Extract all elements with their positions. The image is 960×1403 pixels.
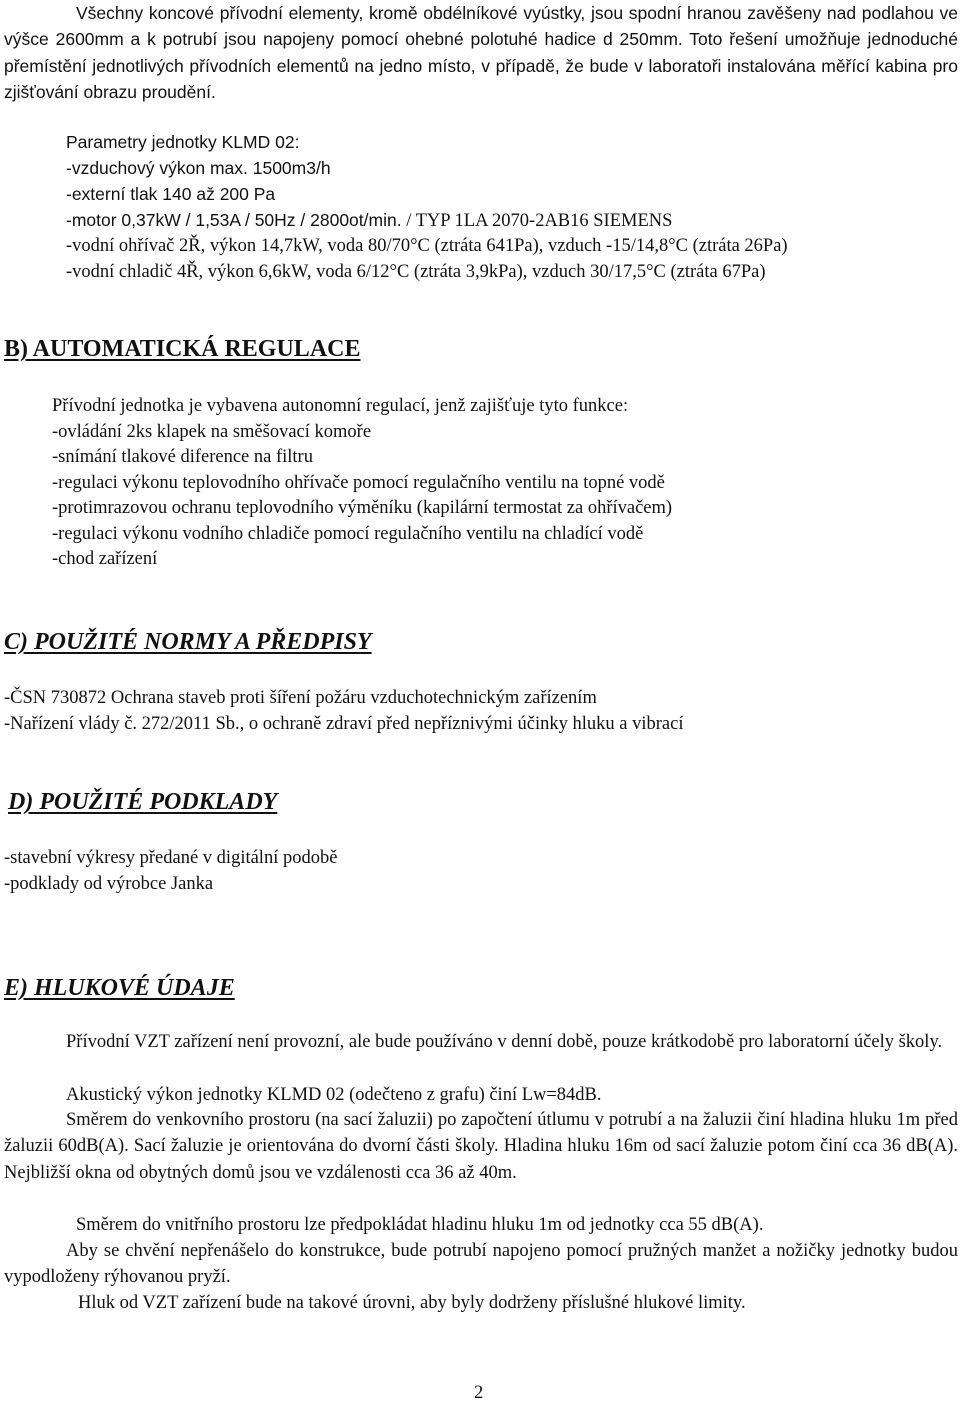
list-item: -ČSN 730872 Ochrana staveb proti šíření požáru vzduchotechnickým zařízením (4, 688, 597, 708)
params-airflow: -vzduchový výkon max. 1500m3/h (66, 158, 331, 178)
list-item: -ovládání 2ks klapek na směšovací komoře (52, 422, 372, 442)
section-b-intro: Přívodní jednotka je vybavena autonomní regulací, jenž zajišťuje tyto funkce: (52, 396, 629, 416)
section-e-paragraph: Směrem do vnitřního prostoru lze předpokládat hladinu hluku 1m od jednotky cca 55 dB(A). (76, 1215, 764, 1235)
params-motor: -motor 0,37kW / 1,53A / 50Hz / 2800ot/min. (66, 210, 402, 230)
list-item: -podklady od výrobce Janka (4, 874, 214, 894)
list-item: -chod zařízení (52, 549, 158, 569)
list-item: -regulaci výkonu teplovodního ohřívače pomocí regulačního ventilu na topné vodě (52, 473, 665, 493)
page-number: 2 (474, 1383, 484, 1403)
params-pressure: -externí tlak 140 až 200 Pa (66, 184, 276, 204)
section-e-paragraph: Přívodní VZT zařízení není provozní, ale bude používáno v denní době, pouze krátkodobě pro laboratorní účely školy. (66, 1032, 943, 1052)
section-c-heading: C) POUŽITÉ NORMY A PŘEDPISY (4, 629, 372, 655)
section-e-paragraph: Hluk od VZT zařízení bude na takové úrovni, aby byly dodrženy příslušné hlukové limity. (78, 1293, 746, 1313)
intro-paragraph: Všechny koncové přívodní elementy, kromě obdélníkové vyústky, jsou spodní hranou zavěšeny nad podlahou ve výšce 2600mm a k potrubí jsou napojeny pomocí ohebné polotuhé hadice d 250mm. Toto řešení umožňuje jednoduché přemístění jednotlivých přívodních elementů na jedno místo, v případě, že bude v laboratoři instalována měřící kabina pro zjišťování obrazu proudění. (4, 3, 958, 102)
section-d-heading: D) POUŽITÉ PODKLADY (8, 789, 278, 815)
section-e-heading: E) HLUKOVÉ ÚDAJE (4, 975, 235, 1001)
params-motor-type: / TYP 1LA 2070-2AB16 SIEMENS (401, 211, 673, 231)
params-cooler: -vodní chladič 4Ř, výkon 6,6kW, voda 6/12°C (ztráta 3,9kPa), vzduch 30/17,5°C (ztráta 67Pa) (66, 262, 766, 282)
list-item: -snímání tlakové diference na filtru (52, 447, 313, 467)
params-heater: -vodní ohřívač 2Ř, výkon 14,7kW, voda 80/70°C (ztráta 641Pa), vzduch -15/14,8°C (ztráta 26Pa) (66, 236, 788, 256)
section-e-paragraph: Aby se chvění nepřenášelo do konstrukce, bude potrubí napojeno pomocí pružných manžet a nožičky jednotky budou vypodloženy rýhovanou pryží. (4, 1241, 958, 1288)
section-e-paragraph: Směrem do venkovního prostoru (na sací žaluzii) po započtení útlumu v potrubí a na žaluzii činí hladina hluku 1m před žaluzii 60dB(A). Sací žaluzie je orientována do dvorní části školy. Hladina hluku 16m od sací žaluzie potom činí cca 36 dB(A). Nejbližší okna od obytných domů jsou ve vzdálenosti cca 36 až 40m. (4, 1110, 958, 1183)
list-item: -stavební výkresy předané v digitální podobě (4, 848, 338, 868)
list-item: -regulaci výkonu vodního chladiče pomocí regulačního ventilu na chladící vodě (52, 524, 644, 544)
params-title: Parametry jednotky KLMD 02: (66, 132, 300, 152)
list-item: -Nařízení vlády č. 272/2011 Sb., o ochraně zdraví před nepříznivými účinky hluku a vibrací (4, 714, 684, 734)
section-b-heading: B) AUTOMATICKÁ REGULACE (4, 336, 361, 362)
section-e-paragraph: Akustický výkon jednotky KLMD 02 (odečteno z grafu) činí Lw=84dB. (66, 1085, 602, 1105)
list-item: -protimrazovou ochranu teplovodního výměníku (kapilární termostat za ohřívačem) (52, 498, 673, 518)
params-motor-line (66, 207, 672, 234)
